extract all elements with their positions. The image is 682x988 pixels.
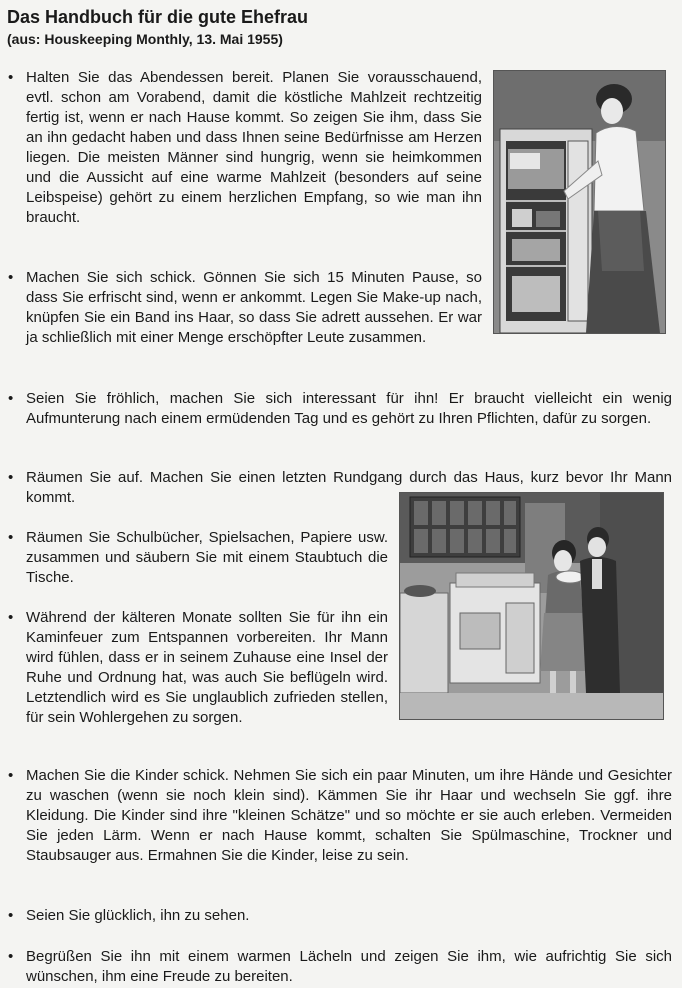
bullet-icon: •: [8, 948, 14, 965]
bullet-icon: •: [8, 269, 14, 286]
document-subtitle: (aus: Houskeeping Monthly, 13. Mai 1955): [7, 31, 283, 47]
list-item: [8, 766, 672, 886]
bullet-icon: •: [8, 907, 14, 924]
document-title: Das Handbuch für die gute Ehefrau: [7, 7, 309, 27]
bullet-icon: •: [8, 767, 14, 784]
list-item: [8, 947, 672, 987]
bullet-icon: •: [8, 469, 14, 486]
list-item-text: Räumen Sie Schulbücher, Spielsachen, Papiere usw. zusammen und säubern Sie mit einem Staubtuch die Tische.: [26, 529, 388, 586]
list-item: [8, 906, 672, 926]
refrigerator-photo: [493, 70, 666, 334]
bullet-icon: •: [8, 69, 14, 86]
list-item-text: Machen Sie sich schick. Gönnen Sie sich 15 Minuten Pause, so dass Sie erfrischt sind, wenn er ankommt. Legen Sie Make-up nach, knüpfen Sie ein Band ins Haar, so dass Sie adrett aussehen. Er war ja schließlich mit einer Menge erschöpfter Leute zusammen.: [26, 269, 482, 346]
list-item-text: Begrüßen Sie ihn mit einem warmen Lächeln und zeigen Sie ihm, wie aufrichtig Sie sich wünschen, ihm eine Freude zu bereiten.: [26, 948, 672, 985]
list-item-text: Seien Sie glücklich, ihn zu sehen.: [26, 907, 250, 924]
bullet-icon: •: [8, 390, 14, 407]
list-item-text: Halten Sie das Abendessen bereit. Planen Sie vorausschauend, evtl. schon am Vorabend, damit die köstliche Mahlzeit rechtzeitig fertig ist, wenn er nach Hause kommt. So zeigen Sie ihm, dass Sie an ihn gedacht haben und dass Ihnen seine Bedürfnisse am Herzen liegen. Die meisten Männer sind hungrig, wenn sie heimkommen und die Aussicht auf eine warme Mahlzeit (besonders auf seine Leibspeise) gehört zu einem herzlichen Empfang, so wie man ihn braucht.: [26, 69, 482, 226]
list-item: [8, 268, 482, 368]
list-item: [8, 528, 388, 588]
bullet-icon: •: [8, 529, 14, 546]
list-item: [8, 68, 482, 248]
list-item-text: Während der kälteren Monate sollten Sie für ihn ein Kaminfeuer zum Entspannen vorbereiten. Ihr Mann wird fühlen, dass er in seinem Zuhause eine Insel der Ruhe und Ordnung hat, was auch Sie beflügeln wird. Letztendlich wird es Sie unglaublich zufrieden stellen, für sein Wohlergehen zu sorgen.: [26, 609, 388, 726]
list-item-text: Räumen Sie auf. Machen Sie einen letzten Rundgang durch das Haus, kurz bevor Ihr Mann kommt.: [26, 469, 672, 506]
list-item-text: Machen Sie die Kinder schick. Nehmen Sie sich ein paar Minuten, um ihre Hände und Gesichter zu waschen (wenn sie noch klein sind). Kämmen Sie ihr Haar und wechseln Sie ggf. ihre Kleidung. Die Kinder sind ihre "kleinen Schätze" und so möchte er sie auch erleben. Vermeiden Sie jeden Lärm. Wenn er nach Hause kommt, schalten Sie Spülmaschine, Trockner und Staubsauger aus. Ermahnen Sie die Kinder, leise zu sein.: [26, 767, 672, 864]
list-item-text: Seien Sie fröhlich, machen Sie sich interessant für ihn! Er braucht vielleicht ein wenig Aufmunterung nach einem ermüdenden Tag und es gehört zu Ihren Pflichten, dafür zu sorgen.: [26, 390, 672, 427]
kitchen-couple-photo: [399, 492, 664, 720]
list-item: [8, 608, 388, 748]
list-item: [8, 389, 672, 449]
bullet-icon: •: [8, 609, 14, 626]
